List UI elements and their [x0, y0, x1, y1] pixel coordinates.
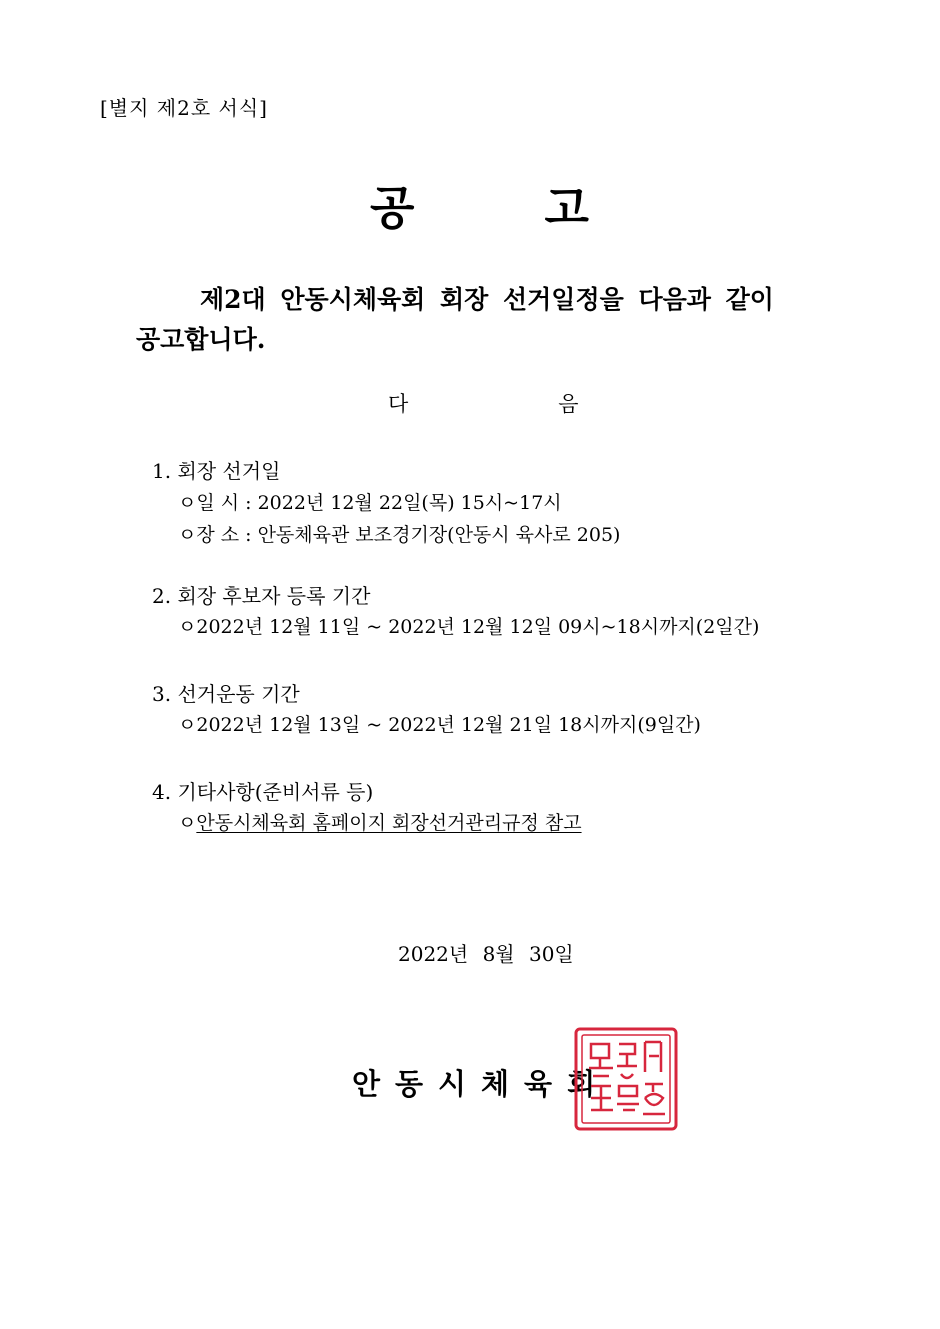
section-heading-3: 3. 선거운동 기간: [152, 682, 300, 706]
title-char-right: 고: [544, 181, 589, 235]
section-heading-2: 2. 회장 후보자 등록 기간: [152, 584, 371, 608]
section-4-item: [178, 808, 582, 835]
section-3-item-period: ㅇ2022년 12월 13일 ~ 2022년 12월 21일 18시까지(9일간): [178, 714, 701, 736]
form-label: [별지 제2호 서식]: [100, 96, 268, 120]
section-2-item-period: ㅇ2022년 12월 11일 ~ 2022년 12월 12일 09시~18시까지(2일간): [178, 616, 760, 638]
official-seal-stamp: [573, 1026, 679, 1132]
intro-line-1: 제2대 안동시체육회 회장 선거일정을 다음과 같이: [200, 285, 774, 314]
section-heading-1: 1. 회장 선거일: [152, 459, 281, 483]
notice-date: 2022년 8월 30일: [398, 942, 574, 966]
intro-line-2: 공고합니다.: [136, 325, 266, 354]
organization-name: 안동시체육회: [352, 1067, 611, 1101]
reference-note: 안동시체육회 홈페이지 회장선거관리규정 참고: [196, 812, 582, 834]
da-char: 다: [388, 392, 409, 416]
section-1-item-location: ㅇ장 소 : 안동체육관 보조경기장(안동시 육사로 205): [178, 524, 621, 546]
section-heading-4: 4. 기타사항(준비서류 등): [152, 780, 374, 804]
section-1-item-datetime: ㅇ일 시 : 2022년 12월 22일(목) 15시~17시: [178, 492, 562, 514]
da-eum-heading: [388, 388, 579, 418]
document-title: [370, 172, 589, 238]
bullet: ㅇ: [178, 812, 197, 834]
eum-char: 음: [558, 392, 579, 416]
title-char-left: 공: [370, 181, 415, 235]
